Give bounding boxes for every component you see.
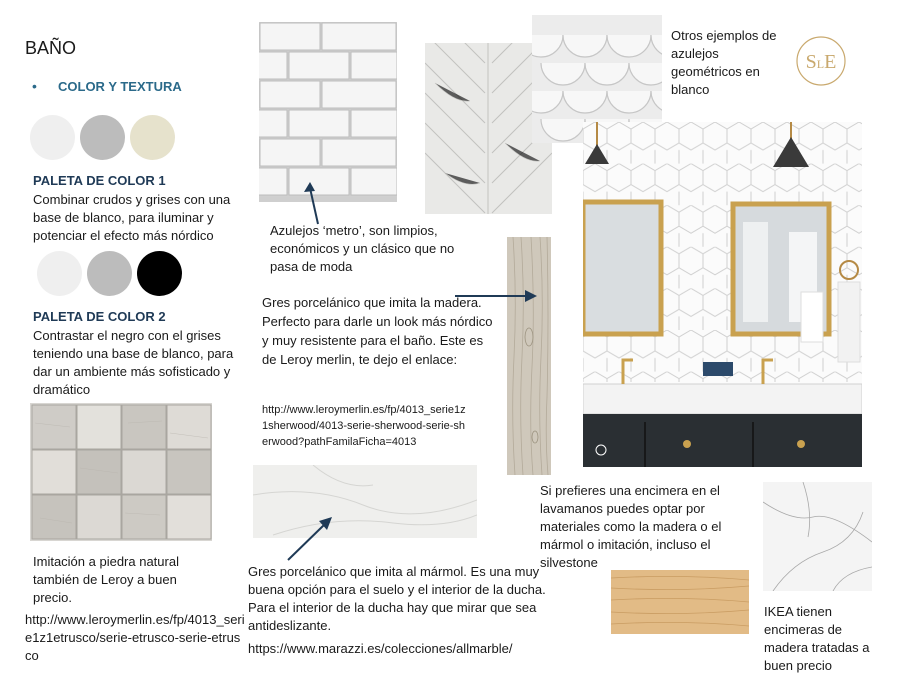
marble-arrow — [283, 512, 338, 564]
svg-text:SLE: SLE — [805, 51, 837, 73]
palette1-description: Combinar crudos y grises con una base de blanco, para iluminar y potenciar el efecto más nórdico — [33, 192, 231, 243]
section-heading: COLOR Y TEXTURA — [58, 79, 182, 94]
metro-description: Azulejos ‘metro’, son limpios, económicos y un clásico que no pasa de moda — [270, 223, 455, 274]
palette1-swatch-3 — [130, 115, 175, 160]
wood-description: Gres porcelánico que imita la madera. Perfecto para darle un look más nórdico y muy resistente para el baño. Este es de Leroy merlin, te dejo el enlace: — [262, 295, 493, 367]
palette1-heading: PALETA DE COLOR 1 — [33, 173, 166, 188]
stone-description: Imitación a piedra natural también de Leroy a buen precio. — [33, 554, 179, 605]
palette1-swatch-2 — [80, 115, 125, 160]
countertop-description: Si prefieres una encimera en el lavamanos puedes optar por materiales como la madera o el mármol o imitación, incluso el silvestone — [540, 483, 722, 570]
brand-logo — [795, 35, 847, 87]
wood-link[interactable]: http://www.leroymerlin.es/fp/4013_serie1z1sherwood/4013-serie-sherwood-serie-sherwood?pathFamilaFicha=4013 — [262, 404, 466, 448]
bathroom-photo — [583, 122, 862, 467]
wood-plank-image — [507, 237, 551, 475]
marble-description: Gres porcelánico que imita al mármol. Es una muy buena opción para el suelo y el interior de la ducha. Para el interior de la ducha hay que mirar que sea antideslizante. — [248, 564, 546, 633]
palette2-swatch-3 — [137, 251, 182, 296]
ikea-description: IKEA tienen encimeras de madera tratadas a buen precio — [764, 604, 870, 673]
palette1-swatch-1 — [30, 115, 75, 160]
wood-countertop-image — [611, 570, 749, 634]
palette2-swatch-1 — [37, 251, 82, 296]
other-tiles-description: Otros ejemplos de azulejos geométricos en blanco — [671, 28, 777, 97]
stone-link[interactable]: http://www.leroymerlin.es/fp/4013_serie1z1etrusco/serie-etrusco-serie-etrusco — [25, 612, 245, 663]
palette2-heading: PALETA DE COLOR 2 — [33, 309, 166, 324]
metro-tile-image — [259, 22, 397, 202]
marble-link[interactable]: https://www.marazzi.es/colecciones/allmarble/ — [248, 641, 513, 656]
page-title: BAÑO — [25, 38, 77, 58]
stone-tile-image — [30, 403, 212, 541]
marble-countertop-image — [763, 482, 872, 591]
palette2-description: Contrastar el negro con el grises teniendo una base de blanco, para dar un ambiente más sofisticado y dramático — [33, 328, 234, 397]
palette2-swatch-2 — [87, 251, 132, 296]
section-bullet: • — [32, 78, 37, 94]
